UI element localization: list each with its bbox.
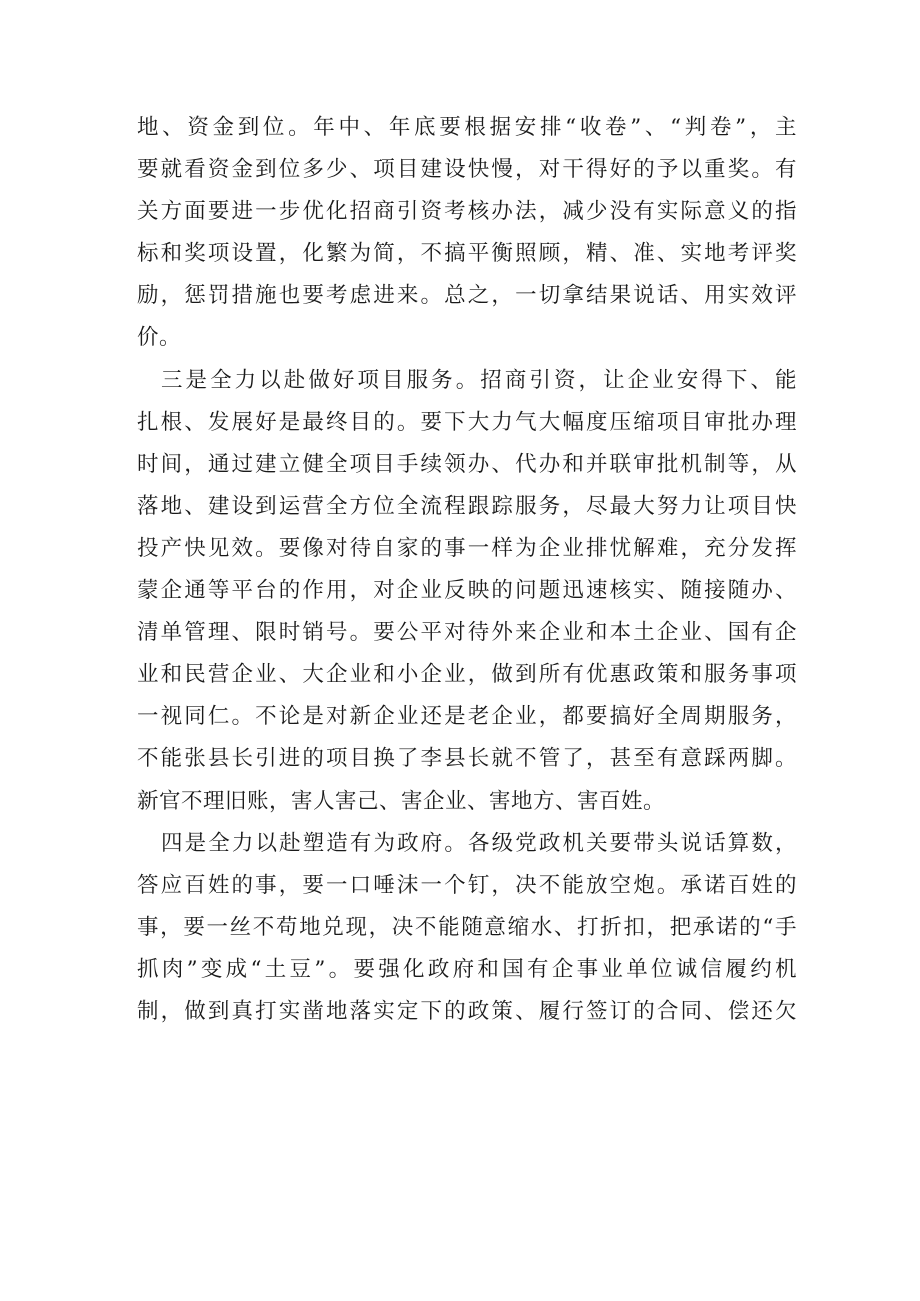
text-line: 蒙企通等平台的作用，对企业反映的问题迅速核实、随接随办、 [137,578,797,604]
paragraph-start-line: 四是全力以赴塑造有为政府。各级党政机关要带头说话算数， [161,830,797,856]
text-line: 制，做到真打实凿地落实定下的政策、履行签订的合同、偿还欠 [137,998,797,1024]
text-line: 扎根、发展好是最终目的。要下大力气大幅度压缩项目审批办理 [137,409,797,435]
paragraph-start-line: 三是全力以赴做好项目服务。招商引资，让企业安得下、能 [161,367,797,393]
text-line: 价。 [137,325,182,351]
text-line: 答应百姓的事，要一口唾沫一个钉，决不能放空炮。承诺百姓的 [137,872,797,898]
text-line: 励，惩罚措施也要考虑进来。总之，一切拿结果说话、用实效评 [137,283,797,309]
document-body [137,107,797,1033]
text-line: 清单管理、限时销号。要公平对待外来企业和本土企业、国有企 [137,620,797,646]
text-line: 一视同仁。不论是对新企业还是老企业，都要搞好全周期服务， [137,704,797,730]
text-line: 不能张县长引进的项目换了李县长就不管了，甚至有意踩两脚。 [137,746,797,772]
text-line: 业和民营企业、大企业和小企业，做到所有优惠政策和服务事项 [137,662,797,688]
text-line: 抓肉”变成“土豆”。要强化政府和国有企事业单位诚信履约机 [137,956,797,982]
text-line: 事，要一丝不苟地兑现，决不能随意缩水、打折扣，把承诺的“手 [137,914,797,940]
text-line: 时间，通过建立健全项目手续领办、代办和并联审批机制等，从 [137,451,797,477]
text-line: 新官不理旧账，害人害己、害企业、害地方、害百姓。 [137,788,666,814]
text-line: 要就看资金到位多少、项目建设快慢，对干得好的予以重奖。有 [137,157,797,183]
text-line: 落地、建设到运营全方位全流程跟踪服务，尽最大努力让项目快 [137,493,797,519]
text-line: 地、资金到位。年中、年底要根据安排“收卷”、“判卷”，主 [137,115,797,140]
text-line: 投产快见效。要像对待自家的事一样为企业排忧解难，充分发挥 [137,535,797,561]
text-line: 标和奖项设置，化繁为简，不搞平衡照顾，精、准、实地考评奖 [137,241,797,267]
text-line: 关方面要进一步优化招商引资考核办法，减少没有实际意义的指 [137,199,797,225]
